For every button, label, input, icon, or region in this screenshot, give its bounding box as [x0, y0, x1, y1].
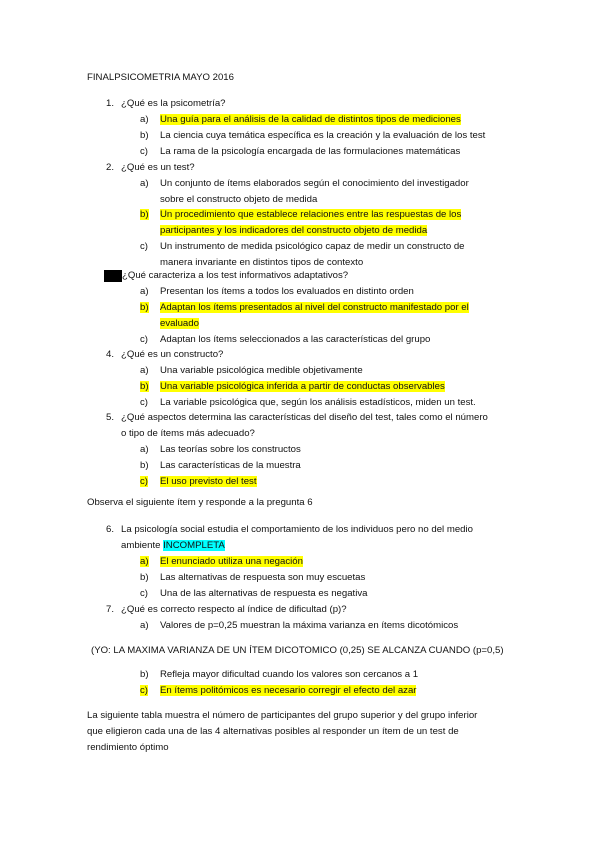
incomplete-tag: INCOMPLETA: [163, 540, 225, 551]
q6-option-b-label: b): [140, 572, 149, 583]
question-6-number: 6.: [106, 524, 115, 535]
table-intro-line1: La siguiente tabla muestra el número de participantes del grupo superior y del grupo inferior: [87, 710, 478, 721]
question-2-text: ¿Qué es un test?: [121, 162, 195, 173]
redaction-block: [104, 270, 122, 282]
q1-option-c: La rama de la psicología encargada de las formulaciones matemáticas: [160, 146, 461, 157]
q2-option-a-label: a): [140, 178, 149, 189]
q3-option-c: Adaptan los ítems seleccionados a las características del grupo: [160, 334, 431, 345]
q3-option-b-line1: Adaptan los ítems presentados al nivel del constructo manifestado por el: [160, 302, 469, 313]
question-5-text-line1: ¿Qué aspectos determina las características del diseño del test, tales como el número: [121, 412, 488, 423]
q3-option-b-label: b): [140, 302, 149, 313]
q7-option-b-label: b): [140, 669, 149, 680]
question-4-text: ¿Qué es un constructo?: [121, 349, 224, 360]
q5-option-c: El uso previsto del test: [160, 476, 257, 487]
q2-option-b-label: b): [140, 209, 149, 220]
q7-note: (YO: LA MAXIMA VARIANZA DE UN ÍTEM DICOTOMICO (0,25) SE ALCANZA CUANDO (p=0,5): [91, 645, 504, 656]
q7-option-a: Valores de p=0,25 muestran la máxima varianza en ítems dicotómicos: [160, 620, 459, 631]
q4-option-b: Una variable psicológica inferida a partir de conductas observables: [160, 381, 445, 392]
q1-option-a: Una guía para el análisis de la calidad de distintos tipos de mediciones: [160, 114, 461, 125]
question-7-text: ¿Qué es correcto respecto al índice de dificultad (p)?: [121, 604, 347, 615]
q2-option-b-line2: participantes y los indicadores del constructo objeto de medida: [160, 225, 428, 236]
q7-option-c: En ítems politómicos es necesario corregir el efecto del azar: [160, 685, 417, 696]
q5-option-a-label: a): [140, 444, 149, 455]
q7-option-a-label: a): [140, 620, 149, 631]
q3-option-a-label: a): [140, 286, 149, 297]
q6-option-b: Las alternativas de respuesta son muy escuetas: [160, 572, 366, 583]
q4-option-c-label: c): [140, 397, 148, 408]
q4-option-c: La variable psicológica que, según los análisis estadísticos, miden un test.: [160, 397, 476, 408]
q2-option-c-label: c): [140, 241, 148, 252]
q5-option-b: Las características de la muestra: [160, 460, 301, 471]
q1-option-c-label: c): [140, 146, 148, 157]
q1-option-a-label: a): [140, 114, 149, 125]
question-6-text-line1: La psicología social estudia el comportamiento de los individuos pero no del medio: [121, 524, 473, 535]
q2-option-c-line1: Un instrumento de medida psicológico capaz de medir un constructo de: [160, 241, 465, 252]
q6-option-c-label: c): [140, 588, 148, 599]
q7-option-c-label: c): [140, 685, 148, 696]
q3-option-b-line2: evaluado: [160, 318, 199, 329]
q5-option-b-label: b): [140, 460, 149, 471]
question-3-text: ¿Qué caracteriza a los test informativos adaptativos?: [122, 270, 349, 281]
q6-option-a: El enunciado utiliza una negación: [160, 556, 303, 567]
q3-option-c-label: c): [140, 334, 148, 345]
q4-option-a-label: a): [140, 365, 149, 376]
document-title: FINALPSICOMETRIA MAYO 2016: [87, 72, 234, 83]
question-4-number: 4.: [106, 349, 115, 360]
q2-option-c-line2: manera invariante en distintos tipos de contexto: [160, 257, 364, 268]
q6-option-a-label: a): [140, 556, 149, 567]
question-5-text-line2: o tipo de ítems más adecuado?: [121, 428, 255, 439]
q4-option-a: Una variable psicológica medible objetivamente: [160, 365, 363, 376]
question-7-number: 7.: [106, 604, 115, 615]
question-5-number: 5.: [106, 412, 115, 423]
table-intro-line2: que eligieron cada una de las 4 alternativas posibles al responder un ítem de un test de: [87, 726, 459, 737]
q1-option-b-label: b): [140, 130, 149, 141]
q3-option-a: Presentan los ítems a todos los evaluados en distinto orden: [160, 286, 414, 297]
question-1-number: 1.: [106, 98, 115, 109]
q4-option-b-label: b): [140, 381, 149, 392]
q1-option-b: La ciencia cuya temática específica es la creación y la evaluación de los test: [160, 130, 486, 141]
q2-option-a-line2: sobre el constructo objeto de medida: [160, 194, 318, 205]
q6-option-c: Una de las alternativas de respuesta es negativa: [160, 588, 368, 599]
question-1-text: ¿Qué es la psicometría?: [121, 98, 226, 109]
instruction-observe: Observa el siguiente ítem y responde a la pregunta 6: [87, 497, 313, 508]
question-6-text-line2: ambiente INCOMPLETA: [121, 540, 225, 551]
q7-option-b: Refleja mayor dificultad cuando los valores son cercanos a 1: [160, 669, 419, 680]
q5-option-c-label: c): [140, 476, 148, 487]
table-intro-line3: rendimiento óptimo: [87, 742, 169, 753]
q2-option-b-line1: Un procedimiento que establece relaciones entre las respuestas de los: [160, 209, 462, 220]
q2-option-a-line1: Un conjunto de ítems elaborados según el conocimiento del investigador: [160, 178, 469, 189]
question-2-number: 2.: [106, 162, 115, 173]
q5-option-a: Las teorías sobre los constructos: [160, 444, 301, 455]
